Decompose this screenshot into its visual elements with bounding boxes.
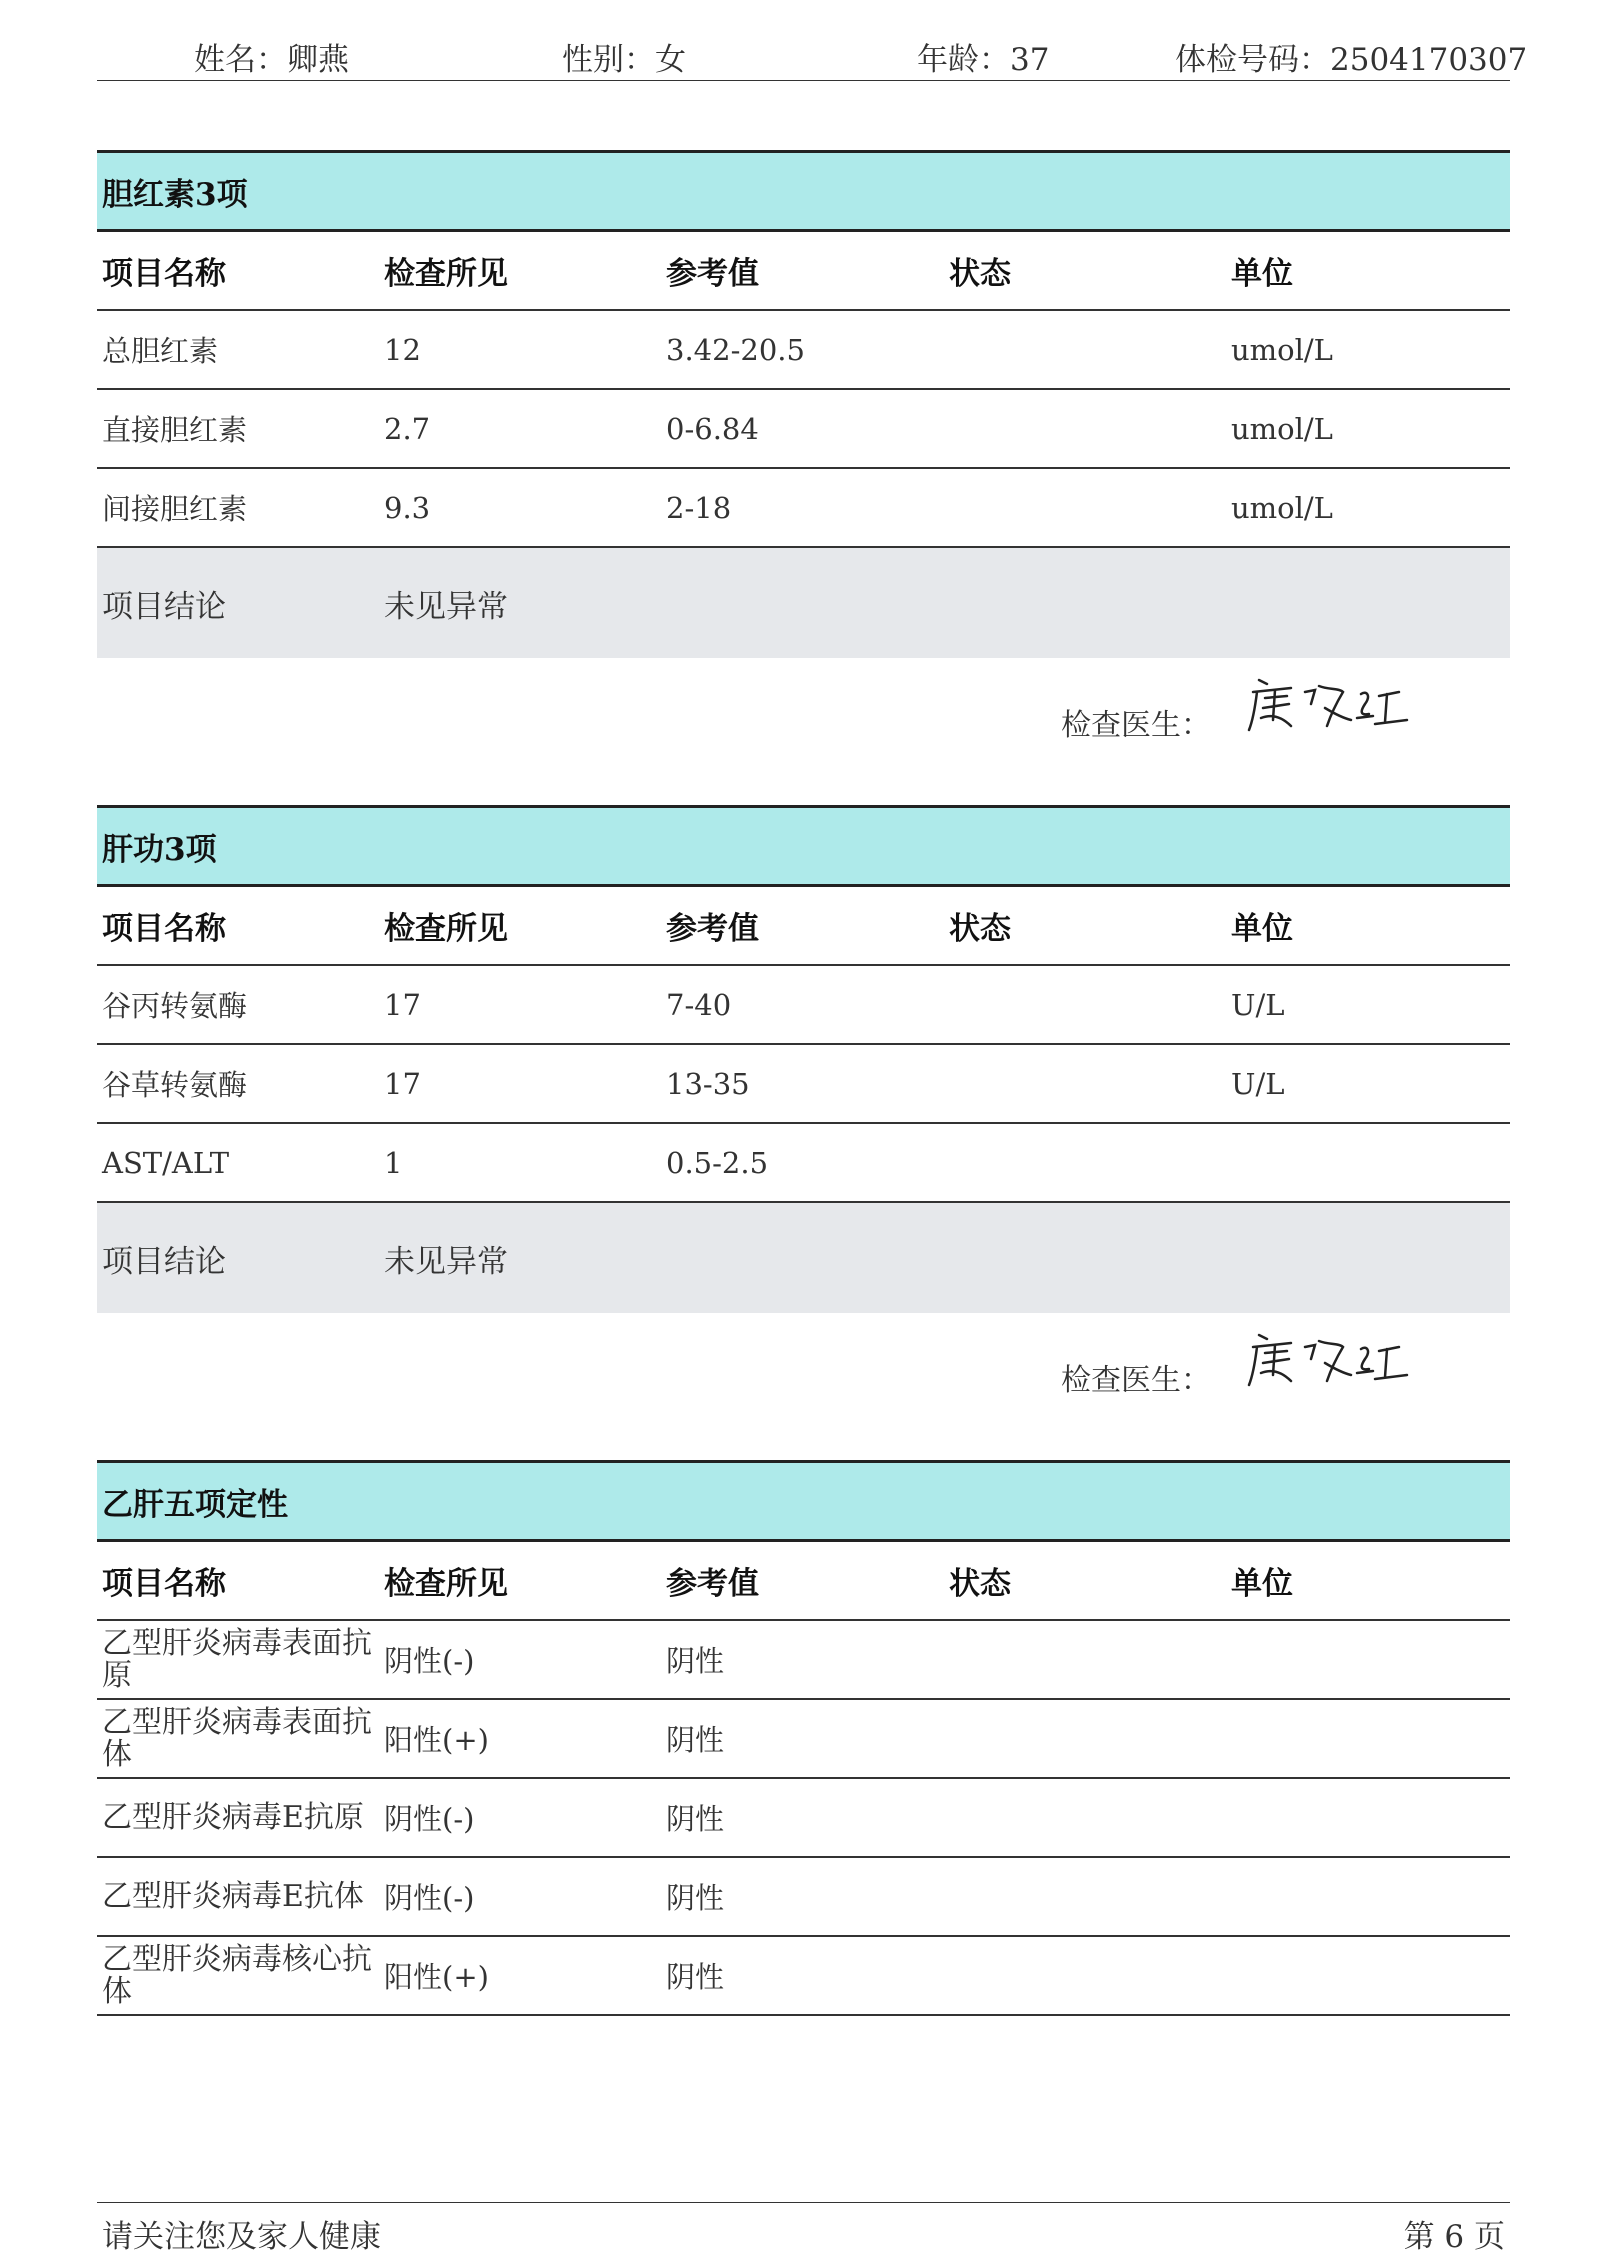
item-name: 乙型肝炎病毒核心抗体 bbox=[102, 1941, 372, 2009]
item-result: 阴性(-) bbox=[384, 1881, 475, 1915]
page-footer bbox=[97, 2202, 1510, 2253]
section-title: 胆红素3项 bbox=[97, 150, 1510, 232]
table-header-row bbox=[97, 232, 1510, 311]
item-unit: umol/L bbox=[1231, 332, 1333, 367]
conclusion-label: 项目结论 bbox=[102, 1243, 226, 1280]
doctor-signature-block bbox=[97, 658, 1510, 788]
item-result: 2.7 bbox=[384, 411, 431, 446]
table-row bbox=[97, 390, 1510, 469]
table-row bbox=[97, 469, 1510, 548]
patient-name: 姓名：卿燕 bbox=[194, 42, 349, 78]
section-title: 乙肝五项定性 bbox=[97, 1460, 1510, 1542]
item-unit: umol/L bbox=[1231, 411, 1333, 446]
conclusion-value: 未见异常 bbox=[384, 588, 508, 625]
item-reference: 阴性 bbox=[666, 1881, 725, 1915]
item-name: 间接胆红素 bbox=[102, 492, 248, 526]
col-header-reference: 参考值 bbox=[666, 911, 759, 947]
col-header-reference: 参考值 bbox=[666, 1566, 759, 1602]
col-header-result: 检查所见 bbox=[384, 1566, 508, 1602]
item-name: 乙型肝炎病毒表面抗原 bbox=[102, 1625, 372, 1693]
section-bilirubin bbox=[97, 150, 1510, 788]
item-unit: umol/L bbox=[1231, 490, 1333, 525]
item-name: 总胆红素 bbox=[102, 334, 219, 368]
item-reference: 阴性 bbox=[666, 1802, 725, 1836]
item-reference: 阴性 bbox=[666, 1960, 725, 1994]
col-header-reference: 参考值 bbox=[666, 256, 759, 292]
conclusion-row bbox=[97, 1203, 1510, 1313]
item-result: 12 bbox=[384, 332, 421, 367]
item-name: 直接胆红素 bbox=[102, 413, 248, 447]
doctor-signature-block bbox=[97, 1313, 1510, 1443]
item-result: 17 bbox=[384, 1066, 421, 1101]
item-reference: 7-40 bbox=[666, 987, 732, 1022]
item-name: 谷丙转氨酶 bbox=[102, 989, 248, 1023]
table-row bbox=[97, 1124, 1510, 1203]
item-unit: U/L bbox=[1231, 1066, 1285, 1101]
patient-age: 年龄：37 bbox=[917, 42, 1050, 78]
table-row bbox=[97, 1858, 1510, 1937]
doctor-signature-image bbox=[1247, 1325, 1417, 1395]
conclusion-row bbox=[97, 548, 1510, 658]
col-header-unit: 单位 bbox=[1231, 911, 1293, 947]
table-row bbox=[97, 1045, 1510, 1124]
col-header-status: 状态 bbox=[949, 911, 1011, 947]
patient-gender: 性别：女 bbox=[562, 42, 686, 78]
item-name: 乙型肝炎病毒E抗体 bbox=[102, 1878, 364, 1914]
section-title: 肝功3项 bbox=[97, 805, 1510, 887]
conclusion-value: 未见异常 bbox=[384, 1243, 508, 1280]
table-row bbox=[97, 1779, 1510, 1858]
table-row bbox=[97, 1621, 1510, 1700]
table-row bbox=[97, 1700, 1510, 1779]
item-result: 9.3 bbox=[384, 490, 431, 525]
item-result: 阳性(+) bbox=[384, 1960, 489, 1994]
table-row bbox=[97, 1937, 1510, 2016]
item-reference: 阴性 bbox=[666, 1723, 725, 1757]
item-name: AST/ALT bbox=[102, 1145, 230, 1180]
item-reference: 2-18 bbox=[666, 490, 732, 525]
item-result: 阳性(+) bbox=[384, 1723, 489, 1757]
item-reference: 0.5-2.5 bbox=[666, 1145, 769, 1180]
table-row bbox=[97, 966, 1510, 1045]
item-reference: 3.42-20.5 bbox=[666, 332, 805, 367]
item-unit: U/L bbox=[1231, 987, 1285, 1022]
col-header-result: 检查所见 bbox=[384, 911, 508, 947]
section-hepatitis-b bbox=[97, 1460, 1510, 2016]
doctor-signature-image bbox=[1247, 670, 1417, 740]
col-header-unit: 单位 bbox=[1231, 256, 1293, 292]
col-header-unit: 单位 bbox=[1231, 1566, 1293, 1602]
conclusion-label: 项目结论 bbox=[102, 588, 226, 625]
doctor-label: 检查医生： bbox=[1061, 708, 1211, 743]
col-header-name: 项目名称 bbox=[102, 911, 226, 947]
item-result: 阴性(-) bbox=[384, 1644, 475, 1678]
col-header-name: 项目名称 bbox=[102, 1566, 226, 1602]
page-header bbox=[97, 28, 1528, 81]
item-reference: 阴性 bbox=[666, 1644, 725, 1678]
footer-slogan: 请关注您及家人健康 bbox=[102, 2219, 381, 2255]
item-reference: 0-6.84 bbox=[666, 411, 759, 446]
item-reference: 13-35 bbox=[666, 1066, 750, 1101]
col-header-result: 检查所见 bbox=[384, 256, 508, 292]
page-number: 第 6 页 bbox=[1403, 2219, 1505, 2255]
doctor-label: 检查医生： bbox=[1061, 1363, 1211, 1398]
col-header-status: 状态 bbox=[949, 256, 1011, 292]
item-result: 1 bbox=[384, 1145, 403, 1180]
col-header-status: 状态 bbox=[949, 1566, 1011, 1602]
table-row bbox=[97, 311, 1510, 390]
table-header-row bbox=[97, 887, 1510, 966]
item-result: 17 bbox=[384, 987, 421, 1022]
item-name: 乙型肝炎病毒表面抗体 bbox=[102, 1704, 372, 1772]
item-name: 谷草转氨酶 bbox=[102, 1068, 248, 1102]
item-result: 阴性(-) bbox=[384, 1802, 475, 1836]
exam-number: 体检号码：2504170307 bbox=[1175, 42, 1528, 78]
section-liver-function bbox=[97, 805, 1510, 1443]
item-name: 乙型肝炎病毒E抗原 bbox=[102, 1799, 364, 1835]
col-header-name: 项目名称 bbox=[102, 256, 226, 292]
table-header-row bbox=[97, 1542, 1510, 1621]
